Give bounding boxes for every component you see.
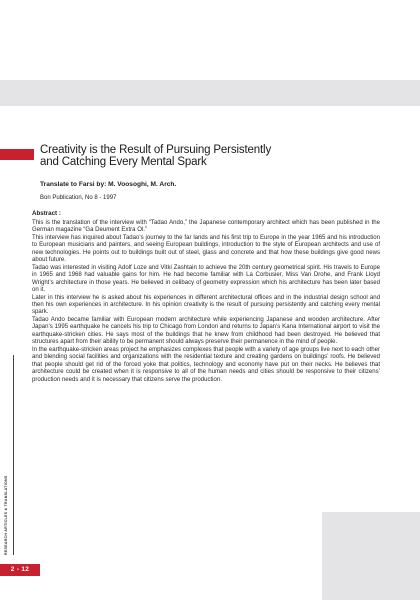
abstract-section: [32, 210, 380, 384]
publication-source: Bon Publication, No 8 - 1997: [40, 195, 117, 201]
abstract-paragraph: Tadao was interested in visiting Adolf Loze and Vitki Zashtain to achieve the 20th century geometrical spirit. His travels to Europe in 1965 and 1968 had valuable gains for him. He had become familiar with La Corbusier, Miss Van Drohe, and Frank Lloyd Wright’s architecture in those years. He believed in celibacy of geometry expression which his architecture has been later based on it.: [32, 264, 380, 294]
sidebar-rule: [13, 355, 14, 555]
translator-credit: Translate to Farsi by: M. Voosoghi, M. Arch.: [40, 181, 177, 188]
abstract-paragraph: Tadao Ando became familiar with European modern architecture while experiencing Japanese and wooden architecture. After Japan’s 1995 earthquake he cancels his trip to Chicago from London and returns to Japan’s Kana International airport to visit the earthquake-stricken cities. He says most of the buildings that he knew from childhood had been destroyed. He believed that structures apart from their ability to be permanent should always preserve their permanence in the mind of people.: [32, 316, 380, 346]
page-number-badge: 2 - 12: [0, 564, 40, 576]
abstract-paragraph: This interview has inquired about Tadao’s journey to the far lands and his first trip to Europe in the year 1965 and his introduction to European musicians and painters, and seeing European buildings, introduction to the style of European architects and use of new technologies. He points out to buildings built out of steel, glass and concrete and that how these buildings give good news about future.: [32, 234, 380, 264]
article-title-line-2: and Catching Every Mental Spark: [40, 156, 207, 168]
article-title: [40, 144, 370, 168]
header-band: [0, 80, 420, 106]
title-accent-bar: [0, 149, 34, 160]
abstract-paragraph: Later in this interview he is asked about his experiences in different architectural offices and in the industrial design school and then his own experiences in architecture. In his opinion creativity is the result of pursuing persistently and catching every mental spark.: [32, 294, 380, 316]
abstract-paragraph: This is the translation of the interview with “Tadao Ando,” the Japanese contemporary architect which has been published in the German magazine “Ga Deument Extra Ol.”: [32, 220, 380, 234]
abstract-paragraph: In the earthquake-stricken areas project he emphasizes complexes that people with a variety of age groups live next to each other and blending social facilities and organizations with the residential texture and creating gardens on buildings’ roofs. He believed that people should get rid of the forced yoke that politics, technology and economy have put on their necks. He believes that architecture could be created when it is responsive to all of the human needs and cities should be responsive to their citizens’ production needs and it is necessary that citizens serve the production.: [32, 346, 380, 383]
abstract-heading: Abstract :: [32, 210, 61, 217]
corner-decoration: [322, 512, 420, 600]
section-label-text: RESEARCH ARTICLES & TRANSLATIONS: [4, 475, 8, 555]
article-title-line-1: Creativity is the Result of Pursuing Persistently: [40, 144, 272, 156]
